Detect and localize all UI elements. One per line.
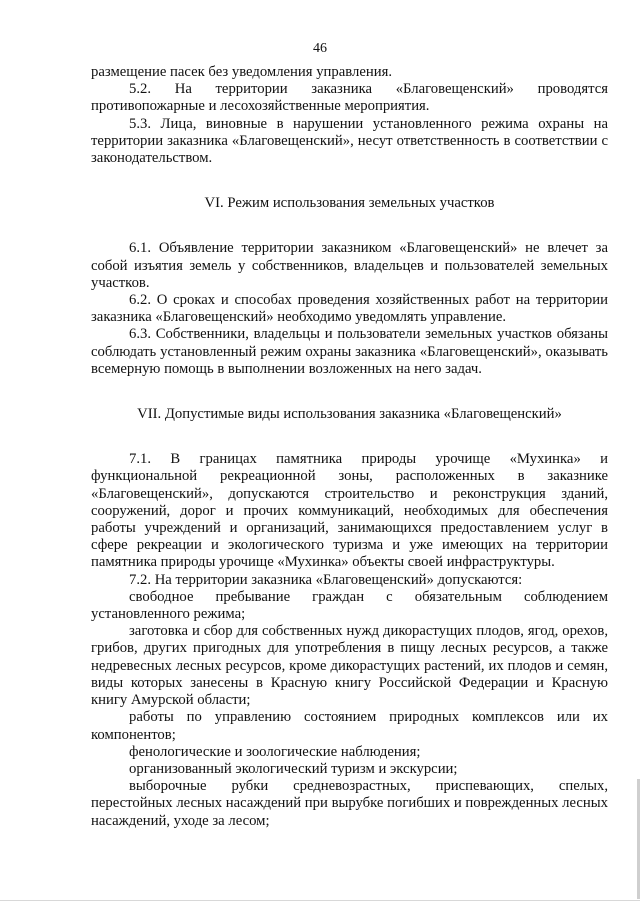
paragraph-5-2: 5.2. На территории заказника «Благовещенский» проводятся противопожарные и лесохозяйственные мероприятия.	[91, 81, 608, 115]
paragraph-7-1: 7.1. В границах памятника природы урочище «Мухинка» и функциональной рекреационной зоны, расположенных в заказнике «Благовещенский», допускаются строительство и реконструкция зданий, сооружений, дорог и прочих коммуникаций, необходимых для обеспечения работы учреждений и организаций, занимающихся предоставлением услуг в сфере рекреации и экологического туризма и уже имеющих на территории памятника природы урочище «Мухинка» объекты своей инфраструктуры.	[91, 451, 608, 571]
scan-bottom-line	[0, 900, 640, 901]
paragraph-continuation: размещение пасек без уведомления управления.	[91, 64, 393, 80]
paragraph-6-2: 6.2. О сроках и способах проведения хозяйственных работ на территории заказника «Благовещенский» необходимо уведомлять управление.	[91, 292, 608, 326]
list-item-harvesting: заготовка и сбор для собственных нужд дикорастущих плодов, ягод, орехов, грибов, других пригодных для употребления в пищу лесных ресурсов, а также недревесных лесных ресурсов, кроме дикорастущих растений, их плодов и семян, виды которых занесены в Красную книгу Российской Федерации и Красную книгу Амурской области;	[91, 623, 608, 709]
list-item-ecotourism: организованный экологический туризм и экскурсии;	[129, 760, 458, 777]
paragraph-7-2: 7.2. На территории заказника «Благовещенский» допускаются:	[129, 571, 523, 588]
list-item-selective-logging: выборочные рубки средневозрастных, приспевающих, спелых, перестойных лесных насаждений при вырубке погибших и поврежденных лесных насаждений, уходе за лесом;	[91, 778, 608, 829]
list-item-management-works: работы по управлению состоянием природных комплексов или их компонентов;	[91, 709, 608, 743]
paragraph-6-3: 6.3. Собственники, владельцы и пользователи земельных участков обязаны соблюдать установленный режим охраны заказника «Благовещенский», оказывать всемерную помощь в выполнении возложенных на него задач.	[91, 326, 608, 377]
document-body	[91, 64, 608, 830]
list-item-free-stay: свободное пребывание граждан с обязательным соблюдением установленного режима;	[91, 588, 608, 623]
page-number: 46	[313, 41, 327, 56]
list-item-observations: фенологические и зоологические наблюдения;	[129, 743, 421, 760]
section-vi-heading: VI. Режим использования земельных участков	[204, 195, 495, 212]
paragraph-6-1: 6.1. Объявление территории заказником «Благовещенский» не влечет за собой изъятия земель у собственников, владельцев и пользователей земельных участков.	[91, 240, 608, 291]
paragraph-5-3: 5.3. Лица, виновные в нарушении установленного режима охраны на территории заказника «Благовещенский», несут ответственность в соответствии с законодательством.	[91, 115, 608, 167]
section-vii-heading: VII. Допустимые виды использования заказника «Благовещенский»	[137, 406, 562, 423]
